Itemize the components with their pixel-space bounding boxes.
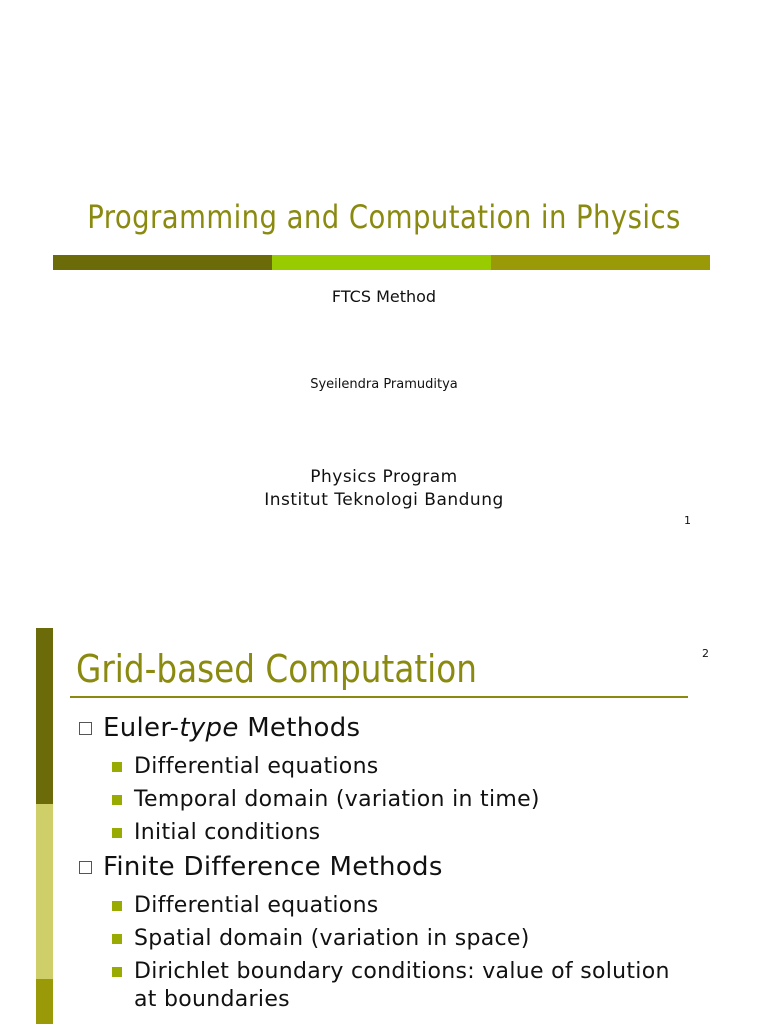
list-item: [112, 786, 540, 814]
title-underline: [70, 696, 688, 698]
list-item: [112, 819, 320, 847]
list-item-text: Temporal domain (variation in time): [134, 787, 540, 812]
section-label: Finite Difference Methods: [103, 852, 443, 882]
divider-segment-olive: [491, 255, 710, 270]
list-item: [112, 892, 379, 920]
list-item: [112, 958, 670, 986]
square-bullet-icon: [112, 795, 122, 805]
title-divider-bar: [53, 255, 710, 270]
list-item-text: Differential equations: [134, 754, 379, 779]
square-bullet-icon: [112, 934, 122, 944]
slide-1-title: Programming and Computation in Physics: [87, 198, 681, 236]
square-bullet-icon: [112, 901, 122, 911]
side-bar-dark: [36, 628, 53, 804]
section-label-italic: type: [179, 713, 239, 743]
section-label-suffix: Methods: [238, 713, 361, 743]
square-bullet-icon: [112, 967, 122, 977]
square-bullet-icon: [112, 828, 122, 838]
program-name: Physics Program: [310, 467, 458, 487]
list-item-text: Spatial domain (variation in space): [134, 926, 530, 951]
list-item-continuation: [134, 986, 290, 1014]
page-number: 1: [684, 514, 691, 527]
divider-segment-dark: [53, 255, 272, 270]
page-number: 2: [702, 647, 709, 660]
section-label-prefix: Euler-: [103, 713, 180, 743]
bullet-section-euler: [79, 713, 360, 743]
list-item-text: Dirichlet boundary conditions: value of solution: [134, 959, 670, 984]
list-item: [112, 925, 530, 953]
author-name: Syeilendra Pramuditya: [310, 377, 458, 392]
slide-2-title: Grid-based Computation: [76, 647, 477, 691]
slide-2: [0, 560, 768, 1024]
list-item-text: Initial conditions: [134, 820, 321, 845]
side-bar-olive: [36, 979, 53, 1024]
square-bullet-icon: [112, 762, 122, 772]
bullet-section-finite-difference: [79, 852, 443, 882]
slide-1-subtitle: FTCS Method: [331, 287, 437, 306]
list-item: [112, 753, 379, 781]
institute-name: Institut Teknologi Bandung: [264, 490, 504, 510]
side-bar-light: [36, 804, 53, 979]
list-item-text: at boundaries: [134, 987, 290, 1012]
divider-segment-lime: [272, 255, 491, 270]
hollow-square-bullet-icon: [79, 722, 92, 735]
list-item-text: Differential equations: [134, 893, 379, 918]
hollow-square-bullet-icon: [79, 861, 92, 874]
